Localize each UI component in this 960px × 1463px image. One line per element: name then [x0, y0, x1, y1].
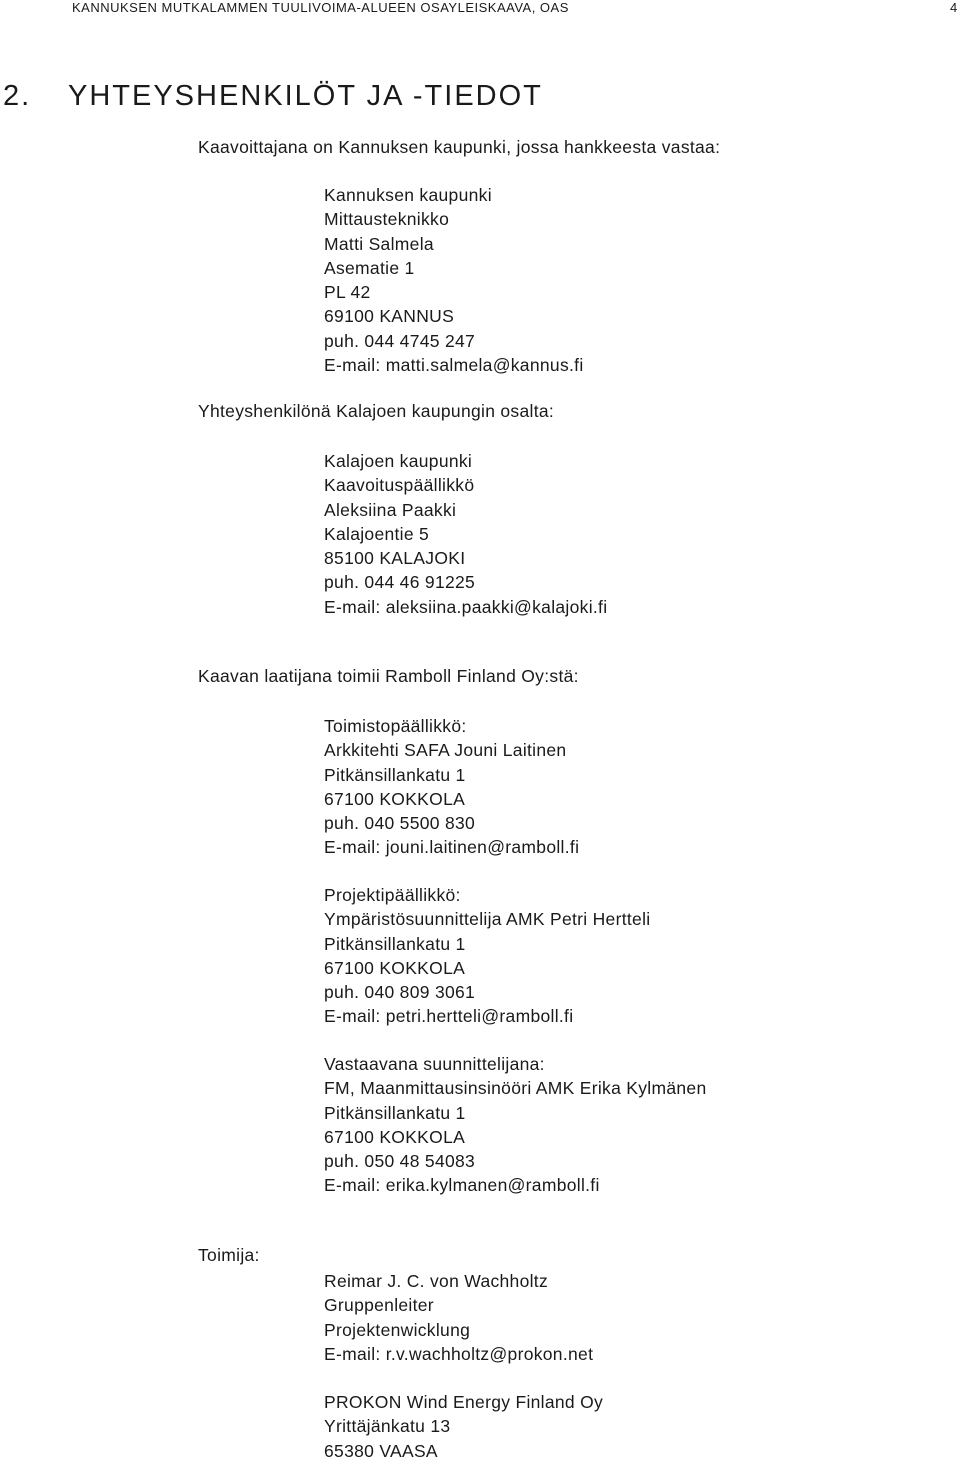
contact-line: 85100 KALAJOKI [324, 548, 466, 569]
contact-ramboll-office-manager [324, 714, 579, 860]
contact-line: Kalajoen kaupunki [324, 451, 473, 471]
contact-line: 67100 KOKKOLA [324, 788, 466, 809]
contact-line: 67100 KOKKOLA [324, 1126, 466, 1147]
contact-email: E-mail: erika.kylmanen@ramboll.fi [324, 1175, 600, 1196]
contact-line: Yrittäjänkatu 13 [324, 1416, 451, 1437]
contact-line: Matti Salmela [324, 233, 434, 254]
contact-role: Toimistopäällikkö: [324, 716, 467, 736]
contact-email: E-mail: r.v.wachholtz@prokon.net [324, 1343, 594, 1364]
contact-line: Arkkitehti SAFA Jouni Laitinen [324, 740, 567, 761]
intro-kaavoittaja: Kaavoittajana on Kannuksen kaupunki, jossa hankkeesta vastaa: [198, 137, 721, 157]
contact-line: Projektenwicklung [324, 1319, 471, 1340]
contact-line: puh. 044 46 91225 [324, 572, 476, 593]
section-number: 2. [3, 80, 32, 112]
contact-line: Asematie 1 [324, 257, 415, 278]
contact-line: 69100 KANNUS [324, 306, 455, 327]
page-header [0, 0, 960, 14]
contact-kannus [324, 183, 584, 377]
document-title: KANNUKSEN MUTKALAMMEN TUULIVOIMA-ALUEEN OSAYLEISKAAVA, OAS [72, 0, 569, 15]
contact-line: Pitkänsillankatu 1 [324, 764, 466, 785]
contact-line: puh. 044 4745 247 [324, 330, 476, 351]
contact-ramboll-project-manager [324, 883, 650, 1029]
contact-line: Reimar J. C. von Wachholtz [324, 1271, 549, 1291]
contact-line: Kaavoituspäällikkö [324, 475, 475, 496]
contact-line: 65380 VAASA [324, 1440, 438, 1461]
contact-role: Vastaavana suunnittelijana: [324, 1054, 545, 1074]
contact-line: Pitkänsillankatu 1 [324, 1102, 466, 1123]
section-title: YHTEYSHENKILÖT JA -TIEDOT [68, 80, 543, 112]
contact-line: Kalajoentie 5 [324, 523, 430, 544]
contact-email: E-mail: jouni.laitinen@ramboll.fi [324, 837, 580, 858]
contact-email: E-mail: petri.hertteli@ramboll.fi [324, 1006, 574, 1027]
contact-line: PL 42 [324, 282, 371, 303]
contact-line: Gruppenleiter [324, 1295, 434, 1316]
contact-line: puh. 040 809 3061 [324, 982, 476, 1003]
contact-line: Kannuksen kaupunki [324, 185, 492, 205]
contact-prokon [324, 1390, 603, 1463]
toimija-label: Toimija: [198, 1245, 260, 1265]
contact-line: Ympäristösuunnittelija AMK Petri Hertteli [324, 909, 651, 930]
contact-line: PROKON Wind Energy Finland Oy [324, 1392, 604, 1412]
contact-line: Pitkänsillankatu 1 [324, 933, 466, 954]
contact-email: E-mail: matti.salmela@kannus.fi [324, 355, 584, 376]
contact-line: Aleksiina Paakki [324, 499, 457, 520]
contact-line: FM, Maanmittausinsinööri AMK Erika Kylmänen [324, 1078, 707, 1099]
contact-line: Mittausteknikko [324, 209, 450, 230]
contact-line: puh. 040 5500 830 [324, 813, 476, 834]
contact-ramboll-designer [324, 1052, 706, 1198]
page-number: 4 [950, 0, 958, 15]
intro-ramboll: Kaavan laatijana toimii Ramboll Finland Oy:stä: [198, 666, 579, 686]
intro-kalajoki: Yhteyshenkilönä Kalajoen kaupungin osalta: [198, 401, 555, 421]
contact-line: 67100 KOKKOLA [324, 957, 466, 978]
contact-email: E-mail: aleksiina.paakki@kalajoki.fi [324, 596, 608, 617]
contact-line: puh. 050 48 54083 [324, 1151, 476, 1172]
contact-role: Projektipäällikkö: [324, 885, 461, 905]
contact-kalajoki [324, 449, 607, 619]
contact-toimija [324, 1269, 593, 1366]
